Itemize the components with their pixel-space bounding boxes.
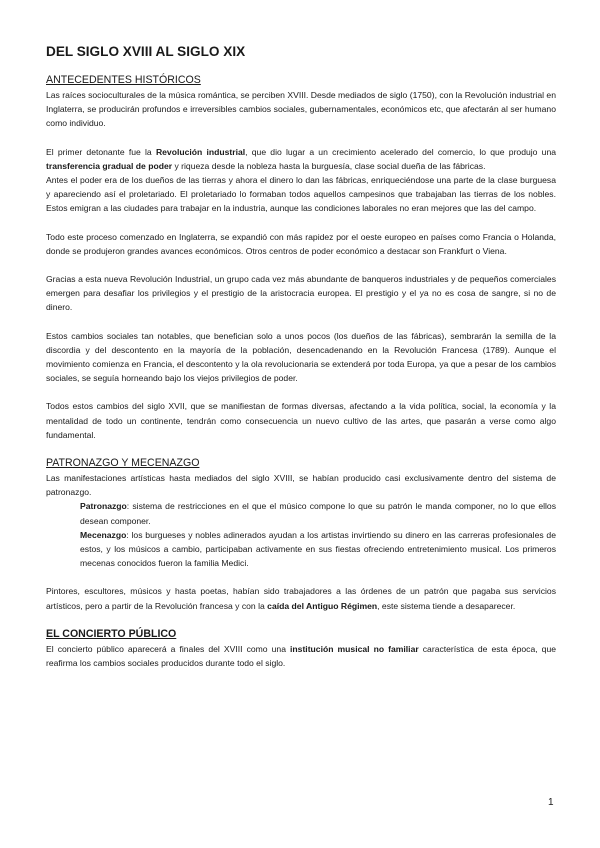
- paragraph: Las raíces socioculturales de la música romántica, se perciben XVIII. Desde mediados de siglo (1750), con la Revolución industrial en Inglaterra, se producirán profundos e irreversibles cambios sociales, gubernamentales, económicos etc, que afectarán al ser humano como individuo.: [46, 90, 556, 129]
- paragraph: El primer detonante fue la Revolución industrial, que dio lugar a un crecimiento acelerado del comercio, lo que produjo una transferencia gradual de poder y riqueza desde la nobleza hasta la burguesía, clase social dueña de las fábricas.: [46, 146, 557, 171]
- heading-concierto: EL CONCIERTO PÚBLICO: [46, 627, 177, 640]
- definition-mecenazgo: Mecenazgo: los burgueses y nobles adinerados ayudan a los artistas invirtiendo su dinero en las carreras profesionales de estos, y los músicos a cambio, participaban activamente en sus fiestas ofreciendo entretenimiento musical. Los primeros mecenas conocidos fueron la familia Medici.: [80, 529, 556, 569]
- page-number: 1: [548, 797, 554, 808]
- heading-patronazgo: PATRONAZGO Y MECENAZGO: [46, 457, 200, 470]
- document-title: DEL SIGLO XVIII AL SIGLO XIX: [46, 44, 246, 59]
- paragraph: El concierto público aparecerá a finales del XVIII como una institución musical no familiar característica de esta época, que reafirma los cambios sociales producidos durante todo el siglo.: [46, 643, 557, 669]
- paragraph: Todos estos cambios del siglo XVII, que se manifiestan de formas diversas, afectando a la vida política, social, la economía y la mentalidad de todo un continente, tendrán como consecuencia un nuevo cultivo de las artes, que pasarán a verse como algo fundamental.: [46, 401, 556, 440]
- heading-antecedentes: ANTECEDENTES HISTÓRICOS: [46, 74, 201, 86]
- paragraph: Estos cambios sociales tan notables, que benefician solo a unos pocos (los dueños de las fábricas), sembrarán la semilla de la discordia y del descontento en la mayoría de la población, desencadenando en la Revolución Francesa (1789). Aunque el movimiento comienza en Francia, el descontento y la ola revolucionaria se extenderá por toda Europa, ya que a pesar de los cambios sociales, se seguía horneando bajo los viejos privilegios de poder.: [46, 330, 556, 384]
- definition-patronazgo: Patronazgo: sistema de restricciones en el que el músico compone lo que su patrón le manda componer, no lo que ellos desean componer.: [80, 501, 556, 526]
- paragraph: Pintores, escultores, músicos y hasta poetas, habían sido trabajadores a las órdenes de un patrón que pagaba sus servicios artísticos, pero a partir de la Revolución francesa y con la caída del Antiguo Régimen, este sistema tiende a desaparecer.: [46, 586, 556, 611]
- paragraph: Las manifestaciones artísticas hasta mediados del siglo XVIII, se habían producido casi exclusivamente dentro del sistema de patronazgo.: [46, 473, 556, 498]
- document-page: [46, 44, 556, 670]
- paragraph: Antes el poder era de los dueños de las tierras y ahora el dinero lo dan las fábricas, enriqueciéndose una parte de la clase burguesa y apareciendo así el proletariado. El proletariado lo formaban todos aquellos campesinos que trabajaban las tierras de los nobles. Estos emigran a las ciudades para trabajar en la industria, aunque las condiciones laborales no eran mejores que las del campo.: [46, 175, 556, 214]
- paragraph: Gracias a esta nueva Revolución Industrial, un grupo cada vez más abundante de banqueros industriales y de pequeños comerciales emergen para desafiar los privilegios y el prestigio de la aristocracia europea. El prestigio y el ya no es cosa de sangre, si no de dinero.: [46, 274, 556, 313]
- paragraph: Todo este proceso comenzado en Inglaterra, se expandió con más rapidez por el oeste europeo en países como Francia o Holanda, donde se produjeron grandes avances económicos. Otros centros de poder económico a destacar son Frankfurt o Viena.: [46, 231, 556, 256]
